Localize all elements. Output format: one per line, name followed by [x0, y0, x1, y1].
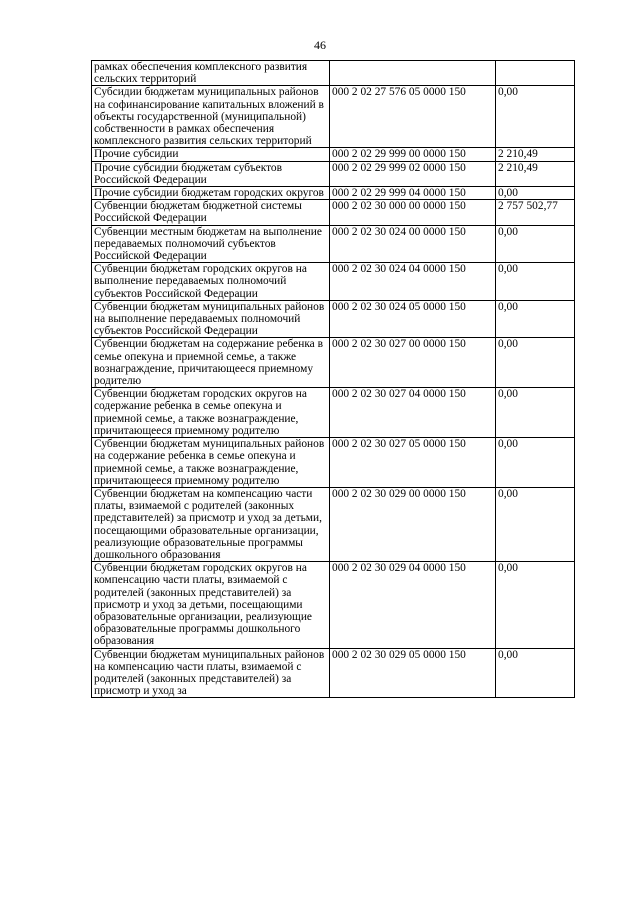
row-code: 000 2 02 30 024 05 0000 150: [330, 300, 496, 338]
row-code: 000 2 02 30 029 04 0000 150: [330, 562, 496, 648]
row-value: 0,00: [496, 300, 575, 338]
row-value: 0,00: [496, 562, 575, 648]
row-value: 0,00: [496, 648, 575, 698]
row-code: 000 2 02 27 576 05 0000 150: [330, 86, 496, 148]
budget-table: [91, 60, 575, 698]
row-value: 0,00: [496, 225, 575, 263]
table-row: [92, 61, 575, 86]
row-name: Субвенции бюджетам муниципальных районов на выполнение передаваемых полномочий субъектов Российской Федерации: [92, 300, 330, 338]
table-row: [92, 338, 575, 388]
row-name: Субвенции местным бюджетам на выполнение передаваемых полномочий субъектов Российской Федерации: [92, 225, 330, 263]
row-name: Прочие субсидии бюджетам субъектов Российской Федерации: [92, 161, 330, 186]
row-code: 000 2 02 30 027 00 0000 150: [330, 338, 496, 388]
row-code: 000 2 02 30 000 00 0000 150: [330, 200, 496, 225]
row-value: 2 210,49: [496, 148, 575, 161]
row-name: Субвенции бюджетам муниципальных районов на компенсацию части платы, взимаемой с родителей (законных представителей) за присмотр и уход за: [92, 648, 330, 698]
row-code: 000 2 02 30 024 04 0000 150: [330, 263, 496, 301]
row-name: Субсидии бюджетам муниципальных районов на софинансирование капитальных вложений в объекты государственной (муниципальной) собственности в рамках обеспечения комплексного развития сельских территорий: [92, 86, 330, 148]
table-row: [92, 200, 575, 225]
row-name: Субвенции бюджетам городских округов на выполнение передаваемых полномочий субъектов Российской Федерации: [92, 263, 330, 301]
table-row: [92, 648, 575, 698]
row-value: 2 757 502,77: [496, 200, 575, 225]
table-row: [92, 300, 575, 338]
table-row: [92, 263, 575, 301]
table-row: [92, 388, 575, 438]
row-value: [496, 61, 575, 86]
table-row: [92, 438, 575, 488]
row-value: 0,00: [496, 388, 575, 438]
row-code: [330, 61, 496, 86]
row-name: Субвенции бюджетам городских округов на содержание ребенка в семье опекуна и приемной семье, а также вознаграждение, причитающееся приемному родителю: [92, 388, 330, 438]
row-name: Прочие субсидии бюджетам городских округов: [92, 187, 330, 200]
row-code: 000 2 02 30 024 00 0000 150: [330, 225, 496, 263]
row-name: Субвенции бюджетам городских округов на компенсацию части платы, взимаемой с родителей (законных представителей) за присмотр и уход за детьми, посещающими образовательные организации, реализующие образовательные программы дошкольного образования: [92, 562, 330, 648]
page-number: 46: [314, 38, 326, 52]
row-code: 000 2 02 29 999 04 0000 150: [330, 187, 496, 200]
table-row: [92, 161, 575, 186]
row-value: 0,00: [496, 187, 575, 200]
row-value: 0,00: [496, 338, 575, 388]
table-row: [92, 86, 575, 148]
row-value: 0,00: [496, 86, 575, 148]
row-name: рамках обеспечения комплексного развития сельских территорий: [92, 61, 330, 86]
row-code: 000 2 02 29 999 00 0000 150: [330, 148, 496, 161]
row-name: Субвенции бюджетам муниципальных районов на содержание ребенка в семье опекуна и приемной семье, а также вознаграждение, причитающееся приемному родителю: [92, 438, 330, 488]
table-row: [92, 487, 575, 561]
table-row: [92, 562, 575, 648]
row-name: Прочие субсидии: [92, 148, 330, 161]
table-row: [92, 187, 575, 200]
table-row: [92, 225, 575, 263]
row-name: Субвенции бюджетам на компенсацию части платы, взимаемой с родителей (законных представителей) за присмотр и уход за детьми, посещающими образовательные организации, реализующие образовательные программы дошкольного образования: [92, 487, 330, 561]
row-value: 2 210,49: [496, 161, 575, 186]
row-name: Субвенции бюджетам на содержание ребенка в семье опекуна и приемной семье, а также вознаграждение, причитающееся приемному родителю: [92, 338, 330, 388]
row-code: 000 2 02 29 999 02 0000 150: [330, 161, 496, 186]
row-value: 0,00: [496, 487, 575, 561]
row-code: 000 2 02 30 029 00 0000 150: [330, 487, 496, 561]
table-row: [92, 148, 575, 161]
row-code: 000 2 02 30 029 05 0000 150: [330, 648, 496, 698]
row-code: 000 2 02 30 027 05 0000 150: [330, 438, 496, 488]
row-value: 0,00: [496, 263, 575, 301]
row-code: 000 2 02 30 027 04 0000 150: [330, 388, 496, 438]
row-value: 0,00: [496, 438, 575, 488]
row-name: Субвенции бюджетам бюджетной системы Российской Федерации: [92, 200, 330, 225]
